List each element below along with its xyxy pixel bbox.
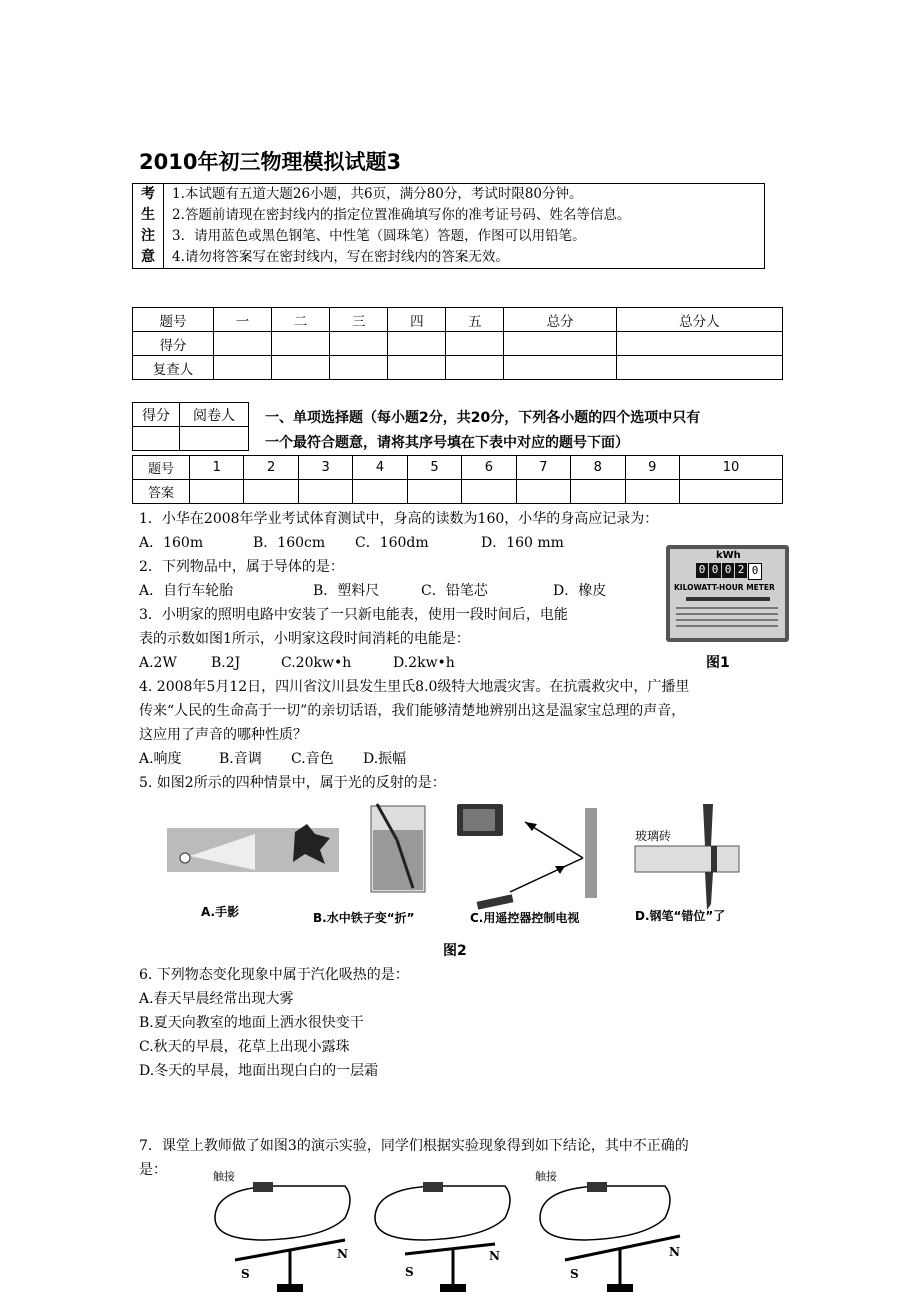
meter-label: KILOWATT-HOUR METER [674,583,775,592]
option: C．160dm [355,535,429,551]
question-6-option: D.冬天的早晨，地面出现白白的一层霜 [139,1063,379,1079]
notice-lines [164,184,765,269]
notice-line: 3．请用蓝色或黑色钢笔、中性笔（圆珠笔）答题，作图可以用铅笔。 [172,228,586,244]
option: D.2kw•h [393,655,455,671]
answer-header: 7 [516,456,570,480]
option: A.响度 [139,751,182,767]
figure-2d-pen-glass [635,804,739,910]
score-cell[interactable] [272,332,330,356]
grader-box [132,402,249,451]
figure-2-label: 图2 [443,943,467,959]
figure-3-contact-label: 触接 [535,1170,557,1183]
question-4-line: 传来“人民的生命高于一切”的亲切话语，我们能够清楚地辨别出这是温家宝总理的声音， [139,703,686,719]
score-header: 题号 [133,308,214,332]
score-cell[interactable] [214,332,272,356]
figure-3-setup-2 [375,1182,510,1292]
question-6-option: A.春天早晨经常出现大雾 [139,991,294,1007]
question-3-options [139,651,789,675]
score-header: 四 [388,308,446,332]
answer-table [132,455,783,504]
score-cell[interactable] [616,356,782,380]
question-7-line: 7．课堂上教师做了如图3的演示实验，同学们根据实验现象得到如下结论，其中不正确的 [139,1138,689,1154]
question-4-line: 4. 2008年5月12日，四川省汶川县发生里氏8.0级特大地震灾害。在抗震救灾中，广播里 [139,679,690,695]
score-row-label: 复查人 [133,356,214,380]
section1-line: 一个最符合题意，请将其序号填在下表中对应的题号下面） [265,435,629,451]
answer-header: 3 [298,456,352,480]
meter-digits [696,563,762,580]
notice-line: 2.答题前请现在密封线内的指定位置准确填写你的准考证号码、姓名等信息。 [172,207,631,223]
figure-3-setup-3 [535,1169,680,1292]
answer-cell[interactable] [571,480,625,504]
question-6-option: C.秋天的早晨，花草上出现小露珠 [139,1039,350,1055]
score-header: 五 [446,308,504,332]
meter-digit: 2 [735,563,747,578]
answer-header: 10 [679,456,782,480]
question-4-options [139,747,789,771]
score-cell[interactable] [446,332,504,356]
meter-digit: 0 [696,563,708,578]
meter-digit: 0 [748,563,762,580]
figure-1-label: 图1 [706,655,730,671]
score-table [132,307,783,380]
figure-1-meter [666,545,789,642]
score-cell[interactable] [446,356,504,380]
score-cell[interactable] [388,356,446,380]
grader-cell[interactable] [180,427,249,451]
section1-line: 一、单项选择题（每小题2分，共20分，下列各小题的四个选项中只有 [265,410,701,426]
score-cell[interactable] [504,356,616,380]
question-2: 2．下列物品中，属于导体的是： [139,559,344,575]
answer-row-label: 答案 [133,480,190,504]
figure-2a-hand-shadow [167,824,339,872]
score-header: 二 [272,308,330,332]
score-row-label: 得分 [133,332,214,356]
answer-header: 2 [244,456,298,480]
score-header: 一 [214,308,272,332]
meter-unit: kWh [716,550,741,561]
figure-2-glass-label: 玻璃砖 [635,829,672,843]
pole-label: N [489,1249,500,1263]
question-6-option: B.夏天向教室的地面上洒水很快变干 [139,1015,364,1031]
pole-label: N [337,1247,348,1261]
figure-3-contact-label: 触接 [213,1170,235,1183]
pole-label: S [570,1267,579,1281]
question-4-line: 这应用了声音的哪种性质？ [139,727,307,743]
score-header: 总分 [504,308,616,332]
option: C．铅笔芯 [421,583,488,599]
answer-header: 1 [190,456,244,480]
answer-cell[interactable] [625,480,679,504]
option: C.20kw•h [281,655,352,671]
notice-label-char: 注 [141,228,155,244]
figure-3 [205,1168,775,1302]
meter-disc [686,597,770,601]
figure-2-caption: C.用遥控器控制电视 [470,911,580,925]
answer-cell[interactable] [298,480,352,504]
option: D．橡皮 [553,583,607,599]
figure-2-caption: A.手影 [201,905,240,919]
score-cell[interactable] [504,332,616,356]
question-5: 5. 如图2所示的四种情景中，属于光的反射的是： [139,775,446,791]
score-header: 总分人 [616,308,782,332]
option: B．塑料尺 [313,583,380,599]
score-cell[interactable] [272,356,330,380]
pole-label: N [669,1245,680,1259]
figure-2-caption: B.水中铁子变“折” [313,911,415,925]
answer-cell[interactable] [244,480,298,504]
pole-label: S [241,1267,250,1281]
score-cell[interactable] [388,332,446,356]
option: C.音色 [291,751,334,767]
score-cell[interactable] [330,332,388,356]
answer-header: 9 [625,456,679,480]
grader-reviewer-label: 阅卷人 [180,403,249,427]
figure-2b-water-glass [371,804,425,892]
meter-digit: 0 [722,563,734,578]
option: B．160cm [253,535,326,551]
answer-header: 8 [571,456,625,480]
option: A．160m [139,535,204,551]
grader-cell[interactable] [133,427,180,451]
score-cell[interactable] [616,332,782,356]
answer-cell[interactable] [190,480,244,504]
answer-header: 6 [462,456,516,480]
answer-cell[interactable] [516,480,570,504]
pole-label: S [405,1265,414,1279]
answer-header: 4 [353,456,407,480]
question-3-line: 3．小明家的照明电路中安装了一只新电能表，使用一段时间后，电能 [139,607,568,623]
score-cell[interactable] [330,356,388,380]
question-3-line: 表的示数如图1所示，小明家这段时间消耗的电能是： [139,631,470,647]
score-cell[interactable] [214,356,272,380]
answer-header: 题号 [133,456,190,480]
notice-label-char: 意 [141,249,155,265]
option: D．160 mm [481,535,564,551]
option: B.2J [211,655,241,671]
question-1: 1．小华在2008年学业考试体育测试中，身高的读数为160，小华的身高应记录为： [139,511,659,527]
figure-3-setup-1 [213,1169,350,1292]
figure-2-caption: D.钢笔“错位”了 [635,909,726,923]
option: D.振幅 [363,751,407,767]
question-7-line: 是： [139,1162,167,1178]
notice-label-char: 生 [141,207,155,223]
notice-label-char: 考 [141,186,155,202]
option: A.2W [139,655,177,671]
option: A．自行车轮胎 [139,583,234,599]
score-header: 三 [330,308,388,332]
answer-cell[interactable] [462,480,516,504]
answer-cell[interactable] [353,480,407,504]
notice-line: 4.请勿将答案写在密封线内，写在密封线内的答案无效。 [172,249,509,265]
question-6: 6. 下列物态变化现象中属于汽化吸热的是： [139,967,409,983]
answer-cell[interactable] [679,480,782,504]
meter-digit: 0 [709,563,721,578]
notice-label [133,184,164,269]
figure-2 [165,800,775,930]
page-title: 2010年初三物理模拟试题3 [139,150,402,174]
option: B.音调 [219,751,262,767]
answer-cell[interactable] [407,480,461,504]
notice-line: 1.本试题有五道大题26小题，共6页，满分80分，考试时限80分钟。 [172,186,583,202]
notice-box [132,183,765,269]
grader-score-label: 得分 [133,403,180,427]
figure-2c-remote-control [457,804,597,910]
section1-heading [265,406,785,456]
answer-header: 5 [407,456,461,480]
